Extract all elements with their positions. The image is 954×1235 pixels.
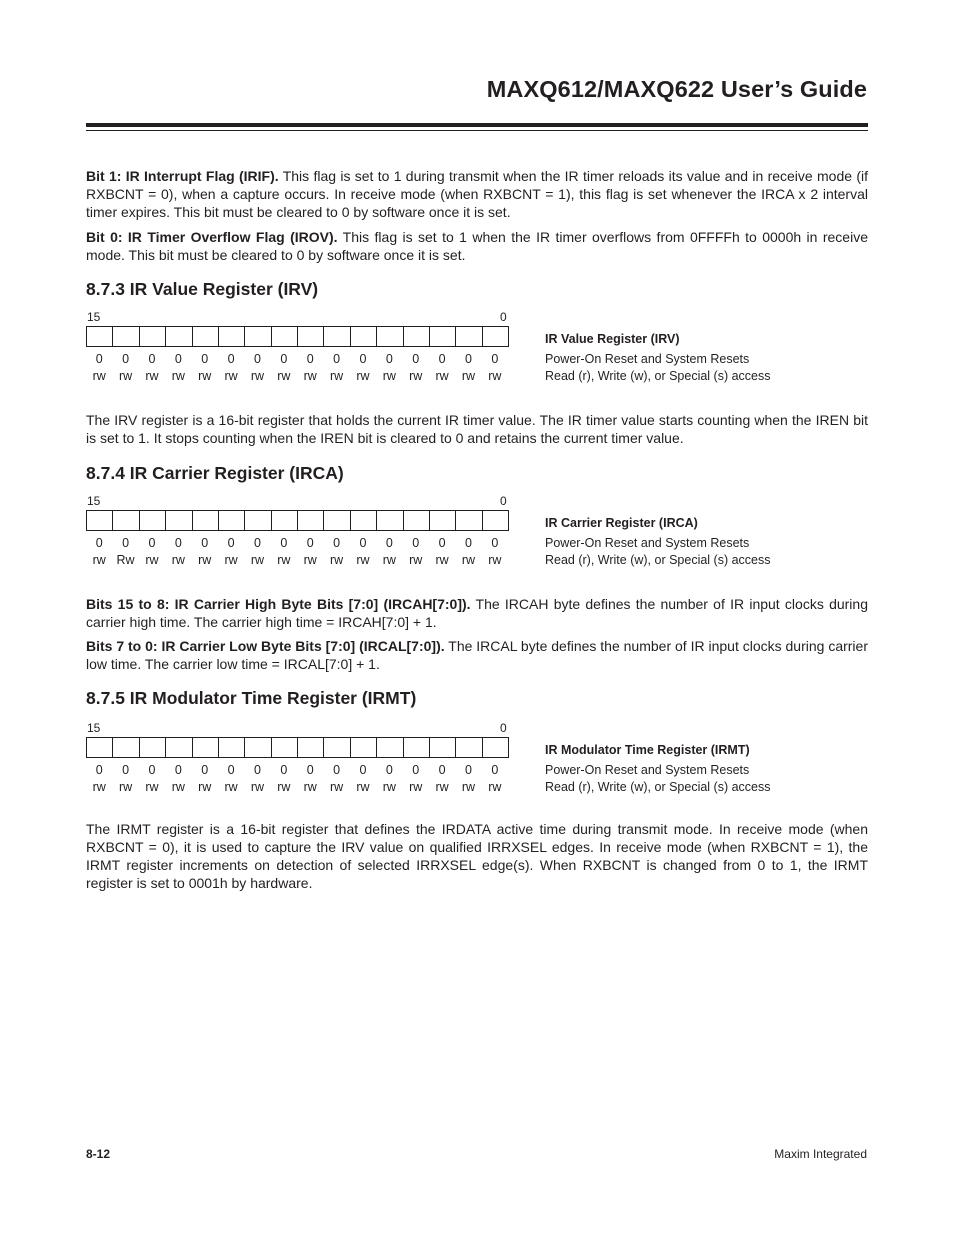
bit-cell xyxy=(87,510,113,531)
bit-cell xyxy=(377,510,403,531)
reset-value: 0 xyxy=(148,536,156,550)
bit-cell xyxy=(219,326,245,347)
access-value: rw xyxy=(250,369,265,383)
access-value: rw xyxy=(356,780,370,794)
register-name-label: IR Modulator Time Register (IRMT) xyxy=(545,743,750,757)
bit-cell xyxy=(140,737,166,758)
reset-value: 0 xyxy=(491,536,499,550)
bit-cell xyxy=(166,510,192,531)
reset-note-label: Power-On Reset and System Resets xyxy=(545,763,750,777)
reset-value: 0 xyxy=(464,536,472,550)
bit-cell xyxy=(87,326,113,347)
access-value: rw xyxy=(250,780,265,794)
access-value: rw xyxy=(145,369,159,383)
bit0-body: This flag is set to 1 when the IR timer overflows from 0FFFFh to 0000h in receive mode. This bit must be cleared to 0 by software once it is set. xyxy=(86,229,868,263)
bit-cell xyxy=(272,737,298,758)
bit-cell xyxy=(140,326,166,347)
bits7-0-lead: Bits 7 to 0: IR Carrier Low Byte Bits [7:0] (IRCAL[7:0]). xyxy=(86,638,445,654)
access-value: rw xyxy=(277,369,291,383)
reset-value: 0 xyxy=(280,763,288,777)
access-note-label: Read (r), Write (w), or Special (s) access xyxy=(545,780,771,794)
bit-cell xyxy=(193,326,219,347)
reset-value: 0 xyxy=(359,352,367,366)
reset-value: 0 xyxy=(227,352,235,366)
reset-value: 0 xyxy=(253,536,261,550)
reset-value: 0 xyxy=(438,763,446,777)
access-value: rw xyxy=(250,553,265,567)
access-value: rw xyxy=(92,553,106,567)
reset-value: 0 xyxy=(438,536,446,550)
bit-cells-row xyxy=(86,737,509,758)
reset-value: 0 xyxy=(306,763,314,777)
bits15-8-lead: Bits 15 to 8: IR Carrier High Byte Bits [7:0] (IRCAH[7:0]). xyxy=(86,596,471,612)
reset-values-row xyxy=(86,536,508,551)
access-value: rw xyxy=(277,553,291,567)
access-value: rw xyxy=(277,780,291,794)
access-value: rw xyxy=(171,780,185,794)
access-value: rw xyxy=(171,553,185,567)
reset-value: 0 xyxy=(122,763,130,777)
bit-cell xyxy=(430,737,456,758)
reset-value: 0 xyxy=(227,536,235,550)
reset-value: 0 xyxy=(201,352,209,366)
access-value: rw xyxy=(382,369,396,383)
reset-value: 0 xyxy=(412,536,420,550)
paragraph-bits15-8 xyxy=(86,595,868,631)
register-diagram-irv xyxy=(86,310,876,390)
bit-cell xyxy=(483,737,509,758)
access-value: rw xyxy=(409,369,423,383)
access-value: rw xyxy=(198,369,212,383)
access-values-row xyxy=(86,553,508,568)
reset-value: 0 xyxy=(438,352,446,366)
bit-cell xyxy=(193,737,219,758)
reset-value: 0 xyxy=(201,536,209,550)
bit-cell xyxy=(245,510,271,531)
reset-value: 0 xyxy=(333,536,341,550)
reset-value: 0 xyxy=(306,536,314,550)
reset-value: 0 xyxy=(95,763,103,777)
access-value: rw xyxy=(171,369,185,383)
paragraph-irv-description: The IRV register is a 16-bit register that holds the current IR timer value. The IR timer value starts counting when the IREN bit is set to 1. It stops counting when the IREN bit is cleared to 0 and retains the current timer value. xyxy=(86,412,868,446)
section-heading-irmt: 8.7.5 IR Modulator Time Register (IRMT) xyxy=(86,688,417,708)
register-diagram-irmt xyxy=(86,721,876,801)
reset-value: 0 xyxy=(148,763,156,777)
access-value: rw xyxy=(356,553,370,567)
reset-value: 0 xyxy=(280,352,288,366)
bit-cell xyxy=(456,326,482,347)
bit-cell xyxy=(324,510,350,531)
reset-value: 0 xyxy=(174,763,182,777)
bit-cell xyxy=(351,326,377,347)
reset-value: 0 xyxy=(122,352,130,366)
access-value: rw xyxy=(409,780,423,794)
access-value: rw xyxy=(488,780,502,794)
register-name-label: IR Carrier Register (IRCA) xyxy=(545,516,698,530)
bit1-body: This flag is set to 1 during transmit when the IR timer reloads its value and in receive mode (if RXBCNT = 0), when a capture occurs. In receive mode (when RXBCNT = 1), this flag is set whenever the IRCA x 2 interval timer expires. This bit must be cleared to 0 by software once it is set. xyxy=(86,168,868,220)
reset-value: 0 xyxy=(333,352,341,366)
bit-cell xyxy=(87,737,113,758)
reset-value: 0 xyxy=(306,352,314,366)
access-value: rw xyxy=(303,369,317,383)
bit-cell xyxy=(245,326,271,347)
bit-cell xyxy=(219,510,245,531)
access-value: rw xyxy=(356,369,370,383)
reset-value: 0 xyxy=(253,763,261,777)
bit-cell xyxy=(430,326,456,347)
bit-cell xyxy=(193,510,219,531)
reset-value: 0 xyxy=(95,352,103,366)
reset-value: 0 xyxy=(385,763,393,777)
access-value: rw xyxy=(145,553,159,567)
access-value: rw xyxy=(329,780,344,794)
bit-number-high: 15 xyxy=(87,494,101,508)
bit-cell xyxy=(113,737,139,758)
bit-cell xyxy=(377,737,403,758)
access-value: rw xyxy=(118,369,133,383)
reset-value: 0 xyxy=(148,352,156,366)
bit-cell xyxy=(430,510,456,531)
register-name-label: IR Value Register (IRV) xyxy=(545,332,680,346)
bit-cell xyxy=(377,326,403,347)
bit-cell xyxy=(404,326,430,347)
reset-value: 0 xyxy=(333,763,341,777)
access-value: Rw xyxy=(116,553,135,567)
reset-value: 0 xyxy=(464,763,472,777)
access-value: rw xyxy=(198,780,212,794)
reset-value: 0 xyxy=(174,536,182,550)
reset-note-label: Power-On Reset and System Resets xyxy=(545,536,750,550)
reset-value: 0 xyxy=(359,536,367,550)
reset-value: 0 xyxy=(385,352,393,366)
bit-cell xyxy=(456,737,482,758)
reset-value: 0 xyxy=(201,763,209,777)
bit-cell xyxy=(456,510,482,531)
page-number: 8-12 xyxy=(86,1147,111,1161)
bit-cell xyxy=(324,737,350,758)
access-value: rw xyxy=(382,553,396,567)
bit-cell xyxy=(324,326,350,347)
access-value: rw xyxy=(329,553,344,567)
reset-value: 0 xyxy=(253,352,261,366)
access-value: rw xyxy=(461,780,476,794)
access-value: rw xyxy=(488,553,502,567)
paragraph-bits7-0 xyxy=(86,637,868,673)
access-note-label: Read (r), Write (w), or Special (s) access xyxy=(545,369,771,383)
footer-company: Maxim Integrated xyxy=(774,1147,867,1161)
bit-cell xyxy=(404,737,430,758)
access-value: rw xyxy=(224,553,238,567)
access-values-row xyxy=(86,780,508,795)
reset-value: 0 xyxy=(359,763,367,777)
access-values-row xyxy=(86,369,508,384)
reset-value: 0 xyxy=(412,352,420,366)
bit-cell xyxy=(298,737,324,758)
bit-cell xyxy=(298,510,324,531)
access-value: rw xyxy=(224,369,238,383)
paragraph-bit1-irif xyxy=(86,167,868,221)
access-value: rw xyxy=(92,369,106,383)
access-value: rw xyxy=(303,780,317,794)
bit1-lead: Bit 1: IR Interrupt Flag (IRIF). xyxy=(86,168,279,184)
access-value: rw xyxy=(461,553,476,567)
bit-number-low: 0 xyxy=(500,494,507,508)
access-value: rw xyxy=(224,780,238,794)
access-value: rw xyxy=(435,780,449,794)
reset-value: 0 xyxy=(385,536,393,550)
bit-cell xyxy=(166,737,192,758)
bit-number-low: 0 xyxy=(500,721,507,735)
paragraph-bit0-irov xyxy=(86,228,868,264)
bit-cells-row xyxy=(86,510,509,531)
section-heading-irv: 8.7.3 IR Value Register (IRV) xyxy=(86,279,319,299)
bit-number-high: 15 xyxy=(87,721,101,735)
bit-cell xyxy=(166,326,192,347)
reset-value: 0 xyxy=(280,536,288,550)
bit-cell xyxy=(113,326,139,347)
reset-value: 0 xyxy=(412,763,420,777)
reset-value: 0 xyxy=(122,536,130,550)
reset-values-row xyxy=(86,763,508,778)
bit-cell xyxy=(404,510,430,531)
bit-cell xyxy=(140,510,166,531)
access-value: rw xyxy=(198,553,212,567)
bits15-8-body: The IRCAH byte defines the number of IR input clocks during carrier high time. The carrier high time = IRCAH[7:0] + 1. xyxy=(86,596,868,630)
access-value: rw xyxy=(488,369,502,383)
reset-note-label: Power-On Reset and System Resets xyxy=(545,352,750,366)
header-rule-thin xyxy=(86,130,868,131)
reset-values-row xyxy=(86,352,508,367)
access-value: rw xyxy=(409,553,423,567)
bit-cell xyxy=(245,737,271,758)
access-value: rw xyxy=(461,369,476,383)
access-value: rw xyxy=(435,553,449,567)
paragraph-irmt-description: The IRMT register is a 16-bit register that defines the IRDATA active time during transmit mode. In receive mode (when RXBCNT = 0), it is used to capture the IRV value on qualified IRRXSEL edges. In receive mode (when RXBCNT = 1), the IRMT register increments on detection of selected IRRXSEL edge(s). When RXBCNT is changed from 0 to 1, the IRMT register is set to 0001h by hardware. xyxy=(86,821,868,891)
header-rule-thick xyxy=(86,123,868,127)
bit-cells-row xyxy=(86,326,509,347)
access-note-label: Read (r), Write (w), or Special (s) access xyxy=(545,553,771,567)
bit0-lead: Bit 0: IR Timer Overflow Flag (IROV). xyxy=(86,229,338,245)
bit-cell xyxy=(298,326,324,347)
bit-cell xyxy=(483,326,509,347)
bit-cell xyxy=(351,510,377,531)
bit-cell xyxy=(483,510,509,531)
bit-number-high: 15 xyxy=(87,310,101,324)
document-title: MAXQ612/MAXQ622 User’s Guide xyxy=(486,76,867,102)
access-value: rw xyxy=(329,369,344,383)
bit-cell xyxy=(113,510,139,531)
reset-value: 0 xyxy=(491,763,499,777)
bit-cell xyxy=(272,326,298,347)
access-value: rw xyxy=(435,369,449,383)
reset-value: 0 xyxy=(95,536,103,550)
bit-cell xyxy=(219,737,245,758)
access-value: rw xyxy=(303,553,317,567)
reset-value: 0 xyxy=(174,352,182,366)
reset-value: 0 xyxy=(227,763,235,777)
access-value: rw xyxy=(92,780,106,794)
bits7-0-body: The IRCAL byte defines the number of IR input clocks during carrier low time. The carrier low time = IRCAL[7:0] + 1. xyxy=(86,638,868,672)
section-heading-irca: 8.7.4 IR Carrier Register (IRCA) xyxy=(86,463,344,483)
access-value: rw xyxy=(382,780,396,794)
register-diagram-irca xyxy=(86,494,876,574)
access-value: rw xyxy=(118,780,133,794)
reset-value: 0 xyxy=(491,352,499,366)
access-value: rw xyxy=(145,780,159,794)
bit-cell xyxy=(351,737,377,758)
bit-number-low: 0 xyxy=(500,310,507,324)
bit-cell xyxy=(272,510,298,531)
reset-value: 0 xyxy=(464,352,472,366)
